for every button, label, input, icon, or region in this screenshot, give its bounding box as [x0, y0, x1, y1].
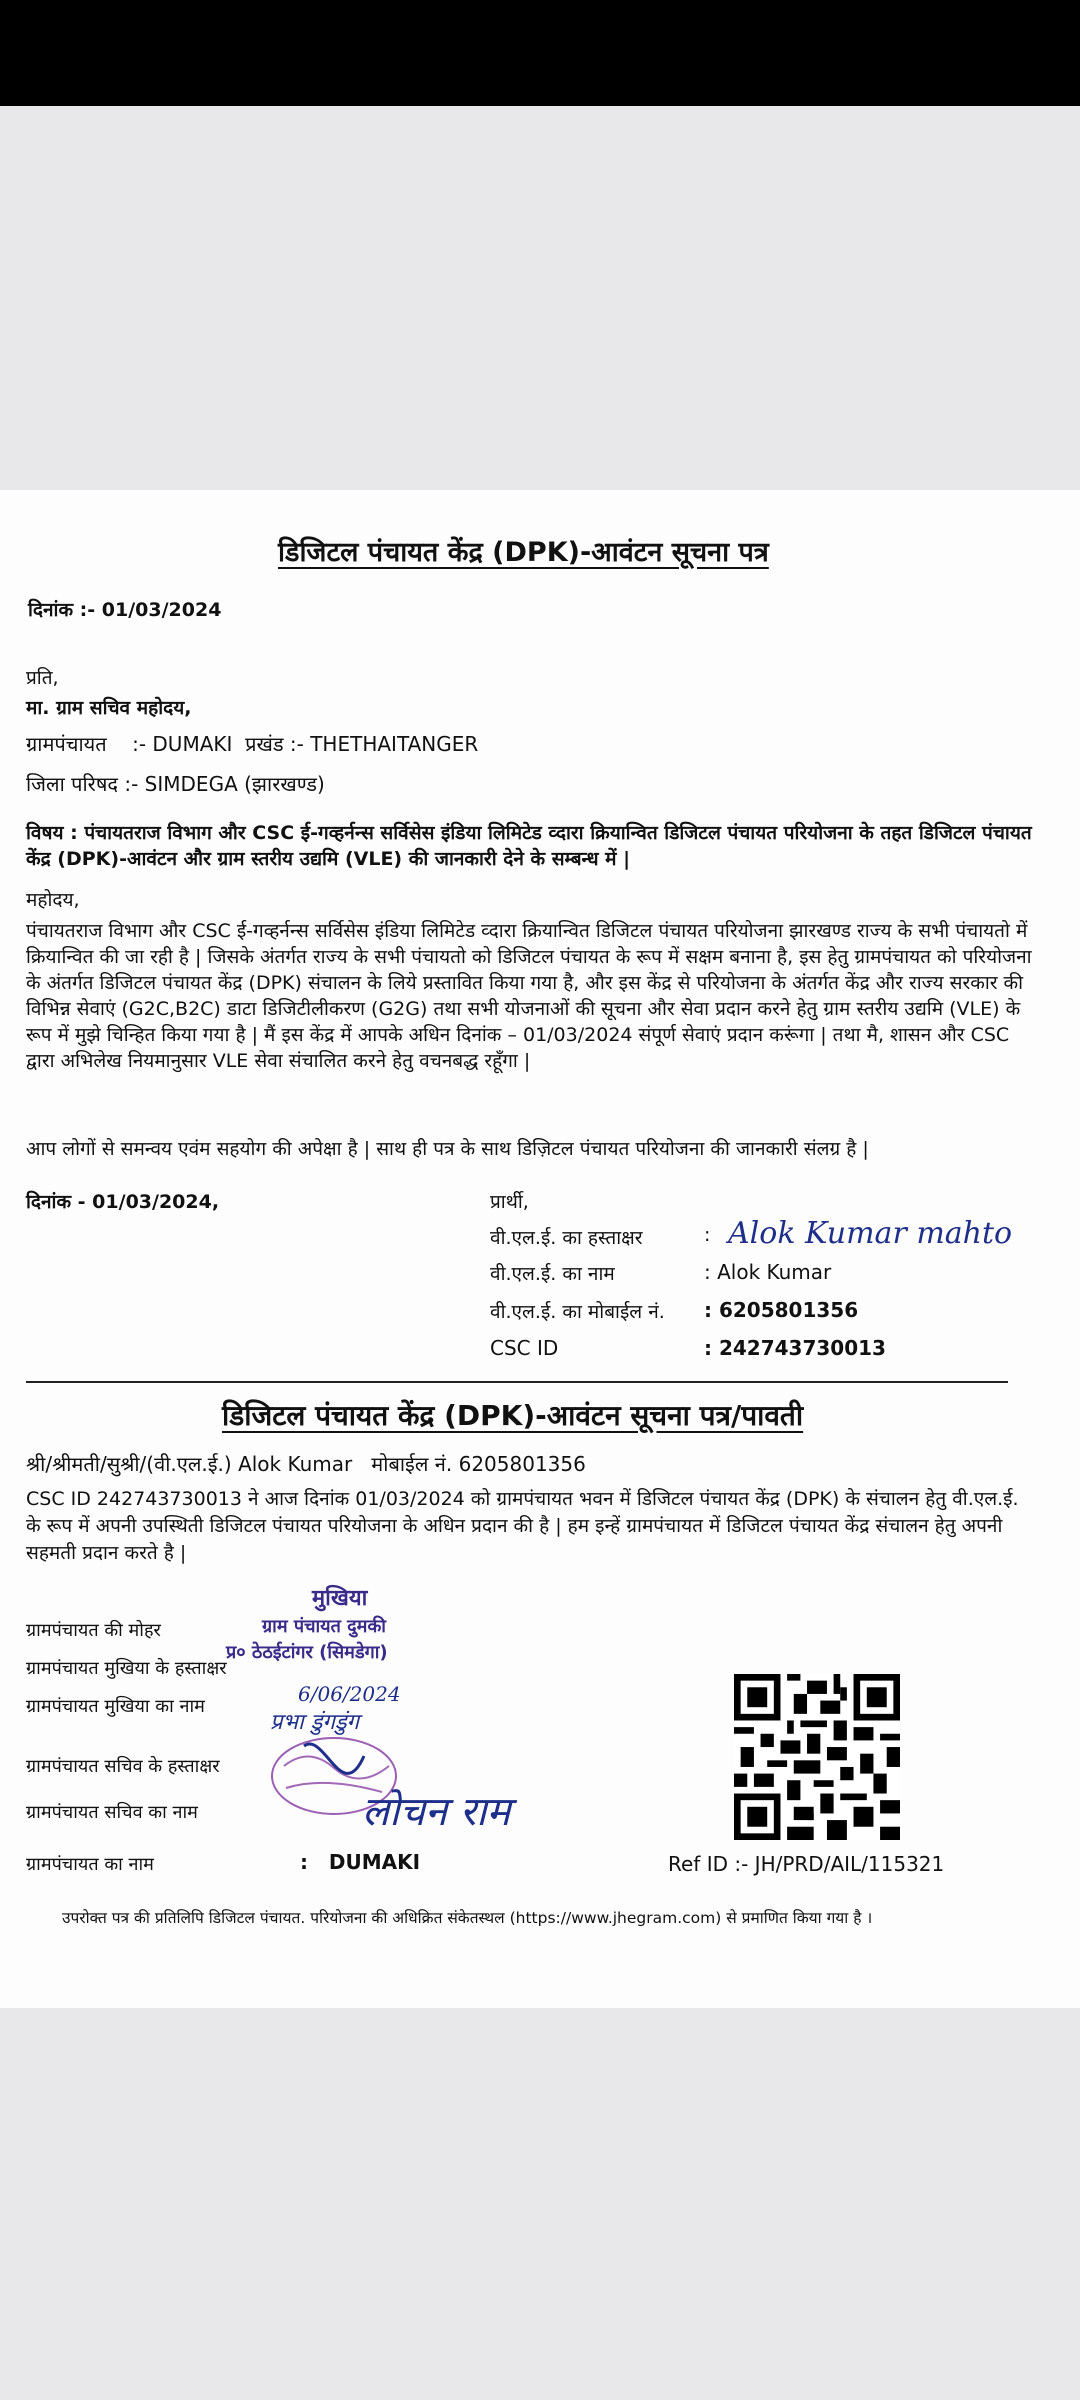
sachiv-name-label: ग्रामपंचायत सचिव का नाम: [26, 1802, 198, 1823]
mukhiya-name-label: ग्रामपंचायत मुखिया का नाम: [26, 1696, 205, 1717]
top-status-bar: [0, 0, 1080, 106]
cooperation-line: आप लोगों से समन्वय एवंम सहयोग की अपेक्षा है | साथ ही पत्र के साथ डिज़िटल पंचायत परियोजना की जानकारी संलग्र है |: [26, 1138, 869, 1160]
addressee: मा. ग्राम सचिव महोदय,: [26, 697, 192, 719]
receipt-body: CSC ID 242743730013 ने आज दिनांक 01/03/2024 को ग्रामपंचायत भवन में डिजिटल पंचायत केंद्र (DPK) के संचालन हेतु वी.एल.ई. के रूप में अपनी उपस्थिती डिजिटल पंचायत परियोजना के अधिन प्रदान की है | हम इन्हें ग्रामपंचायत में डिजिटल पंचायत केंद्र संचालन हेतु अपनी सहमती प्रदान करते है |: [26, 1488, 1019, 1564]
mukhiya-handwritten-date: 6/06/2024: [298, 1682, 401, 1706]
vle-sign-colon: :: [704, 1224, 711, 1246]
prarthi: प्रार्थी,: [490, 1191, 529, 1213]
mahoday: महोदय,: [26, 889, 80, 911]
receipt-title: डिजिटल पंचायत केंद्र (DPK)-आवंटन सूचना पत्र/पावती: [222, 1399, 804, 1432]
qr-code: [734, 1674, 900, 1840]
vle-signature: Alok Kumar mahto: [728, 1216, 1013, 1251]
footer-note: उपरोक्त पत्र की प्रतिलिपि डिजिटल पंचायत. परियोजना की अधिक्रित संकेतस्थल (https://www.jhegram.com) से प्रमाणित किया गया है ।: [62, 1909, 873, 1927]
gram-panchayat-line: ग्रामपंचायत :- DUMAKI प्रखंड :- THETHAITANGER: [26, 732, 479, 756]
stamp-mukhiya: मुखिया: [312, 1586, 368, 1611]
sachiv-handwritten-name: लोचन राम: [362, 1789, 511, 1835]
stamp-label: ग्रामपंचायत की मोहर: [26, 1620, 161, 1641]
to-label: प्रति,: [26, 667, 59, 689]
sachiv-sign-label: ग्रामपंचायत सचिव के हस्ताक्षर: [26, 1756, 220, 1777]
bottom-date: दिनांक - 01/03/2024,: [26, 1191, 220, 1213]
mukhiya-handwritten-name: प्रभा डुंगडुंग: [270, 1710, 359, 1735]
receipt-vle-line: श्री/श्रीमती/सुश्री/(वी.एल.ई.) Alok Kumar मोबाईल नं. 6205801356: [26, 1452, 586, 1476]
zila-parishad-line: जिला परिषद :- SIMDEGA (झारखण्ड): [26, 772, 325, 796]
vle-sign-label: वी.एल.ई. का हस्ताक्षर: [490, 1227, 643, 1249]
notice-title: डिजिटल पंचायत केंद्र (DPK)-आवंटन सूचना पत्र: [278, 537, 769, 568]
subject: विषय : पंचायतराज विभाग और CSC ई-गव्हर्नन्स सर्विसेस इंडिया लिमिटेड व्दारा क्रियान्वित डिजिटल पंचायत परियोजना के तहत डिजिटल पंचायत केंद्र (DPK)-आवंटन और ग्राम स्तरीय उद्यमि (VLE) की जानकारी देने के सम्बन्ध में |: [26, 822, 1032, 870]
notice-body: पंचायतराज विभाग और CSC ई-गव्हर्नन्स सर्विसेस इंडिया लिमिटेड व्दारा क्रियान्वित डिजिटल पंचायत परियोजना झारखण्ड राज्य के सभी पंचायतो में क्रियान्वित की जा रही है | जिसके अंतर्गत राज्य के सभी पंचायतो को डिजिटल पंचायत के रूप में सक्षम बनाना है, इस हेतु ग्रामपंचायत को परियोजना के अंतर्गत डिजिटल पंचायत केंद्र (DPK) संचालन के लिये प्रस्तावित किया गया है, और इस केंद्र से परियोजना के अंतर्गत केंद्र और राज्य सरकार की विभिन्न सेवाएं (G2C,B2C) डाटा डिजिटीलीकरण (G2G) तथा सभी योजनाओं की सूचना और सेवा प्रदान करने हेतु ग्राम स्तरीय उद्यमि (VLE) के रूप में मुझे चिन्हित किया गया है | मैं इस केंद्र में आपके अधिन दिनांक – 01/03/2024 संपूर्ण सेवाएं प्रदान करूंगा | तथा मै, शासन और CSC द्वारा अभिलेख नियमानुसार VLE सेवा संचालित करने हेतु वचनबद्ध रहूँगा |: [26, 920, 1032, 1072]
notice-date: दिनांक :- 01/03/2024: [28, 599, 222, 621]
vle-name: : Alok Kumar: [704, 1260, 832, 1284]
csc-id: : 242743730013: [704, 1336, 886, 1360]
stamp-prakhand: प्र० ठेठईटांगर (सिमडेगा): [226, 1642, 388, 1663]
mukhiya-sign-label: ग्रामपंचायत मुखिया के हस्ताक्षर: [26, 1658, 227, 1679]
gp-name-label: ग्रामपंचायत का नाम: [26, 1854, 154, 1875]
document-page: [0, 490, 1080, 2008]
vle-mobile: : 6205801356: [704, 1298, 859, 1322]
stamp-gram-panchayat: ग्राम पंचायत दुमकी: [262, 1616, 386, 1637]
csc-id-label: CSC ID: [490, 1336, 559, 1360]
gp-name: : DUMAKI: [300, 1850, 421, 1874]
vle-name-label: वी.एल.ई. का नाम: [490, 1263, 615, 1285]
section-divider: [26, 1381, 1008, 1383]
ref-id: Ref ID :- JH/PRD/AIL/115321: [668, 1852, 945, 1876]
vle-mobile-label: वी.एल.ई. का मोबाईल नं.: [490, 1301, 665, 1323]
